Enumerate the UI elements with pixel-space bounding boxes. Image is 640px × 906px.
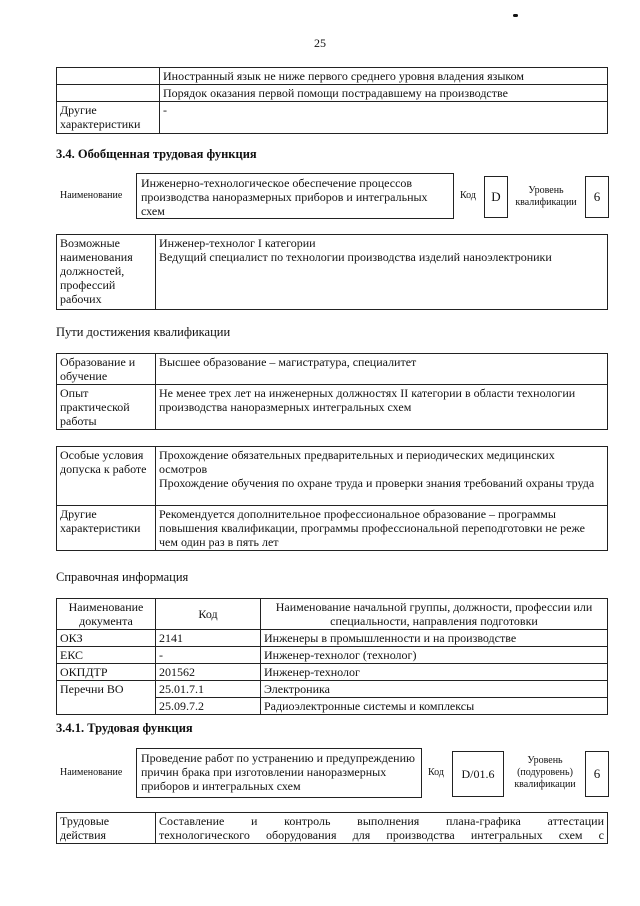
- code-value: D: [484, 176, 508, 218]
- code-label: Код: [460, 190, 476, 201]
- position-item: Инженер-технолог I категории: [159, 236, 316, 250]
- row-value: Порядок оказания первой помощи пострадавшему на производстве: [160, 85, 608, 102]
- header-code: Код: [156, 599, 261, 630]
- section-heading: 3.4. Обобщенная трудовая функция: [56, 147, 257, 161]
- row-label: [57, 68, 160, 85]
- row-value: Высшее образование – магистратура, специалитет: [156, 354, 608, 385]
- cell-name: Инженеры в промышленности и на производстве: [261, 630, 608, 647]
- table-row: [57, 506, 608, 551]
- cell-name: Инженер-технолог (технолог): [261, 647, 608, 664]
- condition-item: Прохождение обязательных предварительных и периодических медицинских осмотров: [159, 448, 555, 476]
- cell-doc: Перечни ВО: [57, 681, 156, 715]
- cell-doc: ЕКС: [57, 647, 156, 664]
- function-name: Инженерно-технологическое обеспечение процессов производства наноразмерных приборов и интегральных схем: [141, 176, 428, 218]
- table-row: [57, 813, 608, 844]
- row-value: -: [160, 102, 608, 134]
- table-row: [57, 385, 608, 430]
- table-row: [57, 85, 608, 102]
- subsection-heading: 3.4.1. Трудовая функция: [56, 721, 193, 735]
- conditions-table: [56, 446, 608, 551]
- function-name-box: [136, 173, 454, 219]
- row-label: Другие характеристики: [57, 506, 156, 551]
- row-label: [57, 85, 160, 102]
- page-number: 25: [314, 36, 326, 50]
- header-name: Наименование начальной группы, должности, профессии или специальности, направления подготовки: [261, 599, 608, 630]
- position-item: Ведущий специалист по технологии производства изделий наноэлектроники: [159, 250, 552, 264]
- level-label: Уровень (подуровень) квалификации: [514, 755, 576, 790]
- header-doc: Наименование документа: [57, 599, 156, 630]
- table-row: [57, 447, 608, 506]
- level-value: 6: [585, 751, 609, 797]
- positions-table: [56, 234, 608, 310]
- name-label: Наименование: [60, 190, 123, 201]
- function-name: Проведение работ по устранению и предупреждению причин брака при изготовлении наноразмерных приборов и интегральных схем: [141, 751, 415, 793]
- paths-table: [56, 353, 608, 430]
- table-row: [57, 102, 608, 134]
- table-row: [57, 235, 608, 310]
- function-name-box: [136, 748, 422, 798]
- row-value: Рекомендуется дополнительное профессиональное образование – программы повышения квалификации, программы профессиональной переподготовки не реже чем один раз в пять лет: [156, 506, 608, 551]
- row-label: Трудовые действия: [57, 813, 156, 844]
- cell-name: Радиоэлектронные системы и комплексы: [261, 698, 608, 715]
- table-row: [57, 647, 608, 664]
- name-label: Наименование: [60, 767, 123, 778]
- row-value: Иностранный язык не ниже первого среднего уровня владения языком: [160, 68, 608, 85]
- paths-title: Пути достижения квалификации: [56, 325, 231, 339]
- table-row: [57, 664, 608, 681]
- table-row: [57, 68, 608, 85]
- table-header: [57, 599, 608, 630]
- table-row: [57, 630, 608, 647]
- action-line: Составление и контроль выполнения плана-графика аттестации: [159, 814, 604, 828]
- level-value: 6: [585, 176, 609, 218]
- table-row: [57, 354, 608, 385]
- action-line: технологического оборудования для производства интегральных схем с: [159, 828, 604, 842]
- row-label: Другие характеристики: [57, 102, 160, 134]
- top-table: [56, 67, 608, 134]
- reference-title: Справочная информация: [56, 570, 189, 584]
- cell-doc: ОКЗ: [57, 630, 156, 647]
- row-label: Образование и обучение: [57, 354, 156, 385]
- level-label: Уровень квалификации: [515, 185, 577, 208]
- row-label: Возможные наименования должностей, профессий рабочих: [57, 235, 156, 310]
- row-label: Особые условия допуска к работе: [57, 447, 156, 506]
- cell-code: 2141: [156, 630, 261, 647]
- cell-code: 25.09.7.2: [156, 698, 261, 715]
- cell-code: 201562: [156, 664, 261, 681]
- table-row: [57, 681, 608, 698]
- row-label: Опыт практической работы: [57, 385, 156, 430]
- actions-table: [56, 812, 608, 844]
- cell-code: 25.01.7.1: [156, 681, 261, 698]
- row-value: Не менее трех лет на инженерных должностях II категории в области технологии производства наноразмерных интегральных схем: [156, 385, 608, 430]
- scan-mark: [513, 14, 518, 17]
- cell-name: Электроника: [261, 681, 608, 698]
- code-label: Код: [428, 767, 444, 778]
- code-value: D/01.6: [452, 751, 504, 797]
- cell-doc: ОКПДТР: [57, 664, 156, 681]
- cell-name: Инженер-технолог: [261, 664, 608, 681]
- condition-item: Прохождение обучения по охране труда и проверки знания требований охраны труда: [159, 476, 595, 490]
- reference-table: [56, 598, 608, 715]
- cell-code: -: [156, 647, 261, 664]
